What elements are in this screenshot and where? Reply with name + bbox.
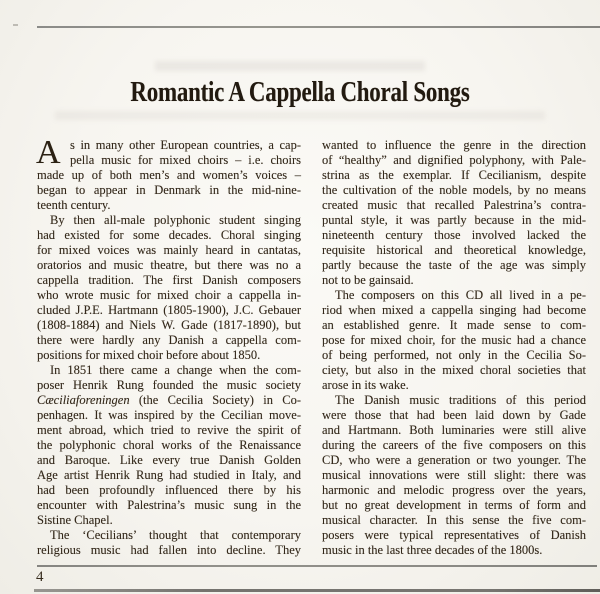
text-line: cappella tradition. The first Danish composers	[37, 273, 301, 287]
text-line: had existed for some decades. Choral singing	[37, 228, 301, 242]
text-line: partly because the taste of the age was simply	[322, 258, 586, 272]
text-line: positions for mixed choir before about 1850.	[37, 348, 261, 362]
text-line: created music that recalled Palestrina’s contra-	[322, 198, 586, 212]
header-rule	[37, 26, 600, 28]
text-line: The composers on this CD all lived in a pe-	[335, 288, 586, 302]
paragraph	[36, 134, 301, 213]
text-line: posers were typical representatives of Danish	[322, 528, 586, 542]
text-line: ment abroad, which tried to revive the spirit of	[37, 423, 301, 437]
text-line: Cæciliaforeningen (the Cecilia Society) in Co-	[37, 393, 301, 407]
text-line: religious music had fallen into decline. They	[37, 543, 301, 557]
text-line: CD, who were a generation or two younger. The	[322, 453, 586, 467]
text-line: had been profoundly influenced there by his	[37, 483, 301, 497]
text-line: wanted to influence the genre in the direction	[322, 138, 586, 152]
text-line: of being performed, not only in the Cecilia So-	[322, 348, 586, 362]
text-line: riod when mixed a cappella singing had become	[322, 303, 586, 317]
paragraph	[322, 138, 586, 288]
text-line: penhagen. It was inspired by the Cecilian move-	[37, 408, 301, 422]
text-line: but no great development in terms of form and	[322, 498, 586, 512]
text-line: Age artist Henrik Rung had studied in Italy, and	[37, 468, 301, 482]
text-line: s in many other European countries, a cap-	[70, 138, 301, 152]
page-number: 4	[36, 569, 44, 585]
footer-rule	[37, 565, 597, 567]
scan-artifact-tick	[13, 24, 18, 26]
text-line: oratorios and music theatre, but there was no a	[37, 258, 301, 272]
text-line: during the careers of the five composers on this	[322, 438, 586, 452]
text-line: pella music for mixed choirs – i.e. choirs	[70, 153, 301, 167]
text-line: By then all-male polyphonic student singing	[50, 213, 301, 227]
text-line: began to appear in Denmark in the mid-nine-	[37, 183, 301, 197]
text-line: for mixed voices was mainly heard in cantatas,	[37, 243, 301, 257]
text-line: were those that had been laid down by Gade	[322, 408, 586, 422]
text-line: of “healthy” and dignified polyphony, with Pale-	[322, 153, 586, 167]
paragraph	[37, 528, 301, 558]
text-line: (1808-1884) and Niels W. Gade (1817-1890), but	[37, 318, 301, 332]
text-column-right	[322, 138, 586, 558]
text-line: harmonic and melodic progress over the years,	[322, 483, 586, 497]
text-line: strina as the exemplar. If Cecilianism, despite	[322, 168, 586, 182]
text-line: cluded J.P.E. Hartmann (1805-1900), J.C. Gebauer	[37, 303, 301, 317]
text-line: the cultivation of the noble models, by no means	[322, 183, 586, 197]
text-line: and Baroque. Like every true Danish Golden	[37, 453, 301, 467]
text-line: an established genre. It made sense to com-	[322, 318, 586, 332]
paragraph	[37, 363, 301, 528]
text-line: musical character. In this sense the five com-	[322, 513, 586, 527]
text-line: who wrote music for mixed choir a cappella in-	[37, 288, 301, 302]
showthrough-ghost	[55, 111, 545, 120]
text-line: The ‘Cecilians’ thought that contemporary	[50, 528, 301, 542]
text-line: the polyphonic choral works of the Renaissance	[37, 438, 301, 452]
drop-cap: A	[36, 134, 61, 171]
paragraph	[322, 288, 586, 393]
text-line: music in the last three decades of the 1800s.	[322, 543, 543, 557]
text-line: In 1851 there came a change when the com-	[50, 363, 301, 377]
text-line: musical innovations were still slight: there was	[322, 468, 586, 482]
text-line: nineteenth century those involved lacked the	[322, 228, 586, 242]
text-line: puntal style, it was partly because in the mid-	[322, 213, 586, 227]
text-line: made up of both men’s and women’s voices –	[37, 168, 301, 182]
text-line: arose in its wake.	[322, 378, 409, 392]
text-line: there were hardly any Danish a cappella com-	[37, 333, 301, 347]
text-line: The Danish music traditions of this period	[335, 393, 586, 407]
text-line: pose for mixed choir, for the music had a chance	[322, 333, 586, 347]
text-line: ciety, but also in the mixed choral societies that	[322, 363, 586, 377]
text-line: requisite historical and theoretical knowledge,	[322, 243, 586, 257]
page-title: Romantic A Cappella Choral Songs	[130, 77, 470, 108]
showthrough-ghost	[155, 61, 425, 71]
scan-edge-artifact	[34, 589, 600, 592]
text-line: teenth century.	[37, 198, 111, 212]
paragraph	[37, 213, 301, 363]
text-line: Sistine Chapel.	[37, 513, 113, 527]
paragraph	[322, 393, 586, 558]
text-line: and Hartmann. Both luminaries were still alive	[322, 423, 586, 437]
text-line: poser Henrik Rung founded the music society	[37, 378, 301, 392]
text-column-left	[36, 134, 301, 558]
text-line: encounter with Palestrina’s music sung in the	[37, 498, 301, 512]
text-line: not to be gainsaid.	[322, 273, 414, 287]
